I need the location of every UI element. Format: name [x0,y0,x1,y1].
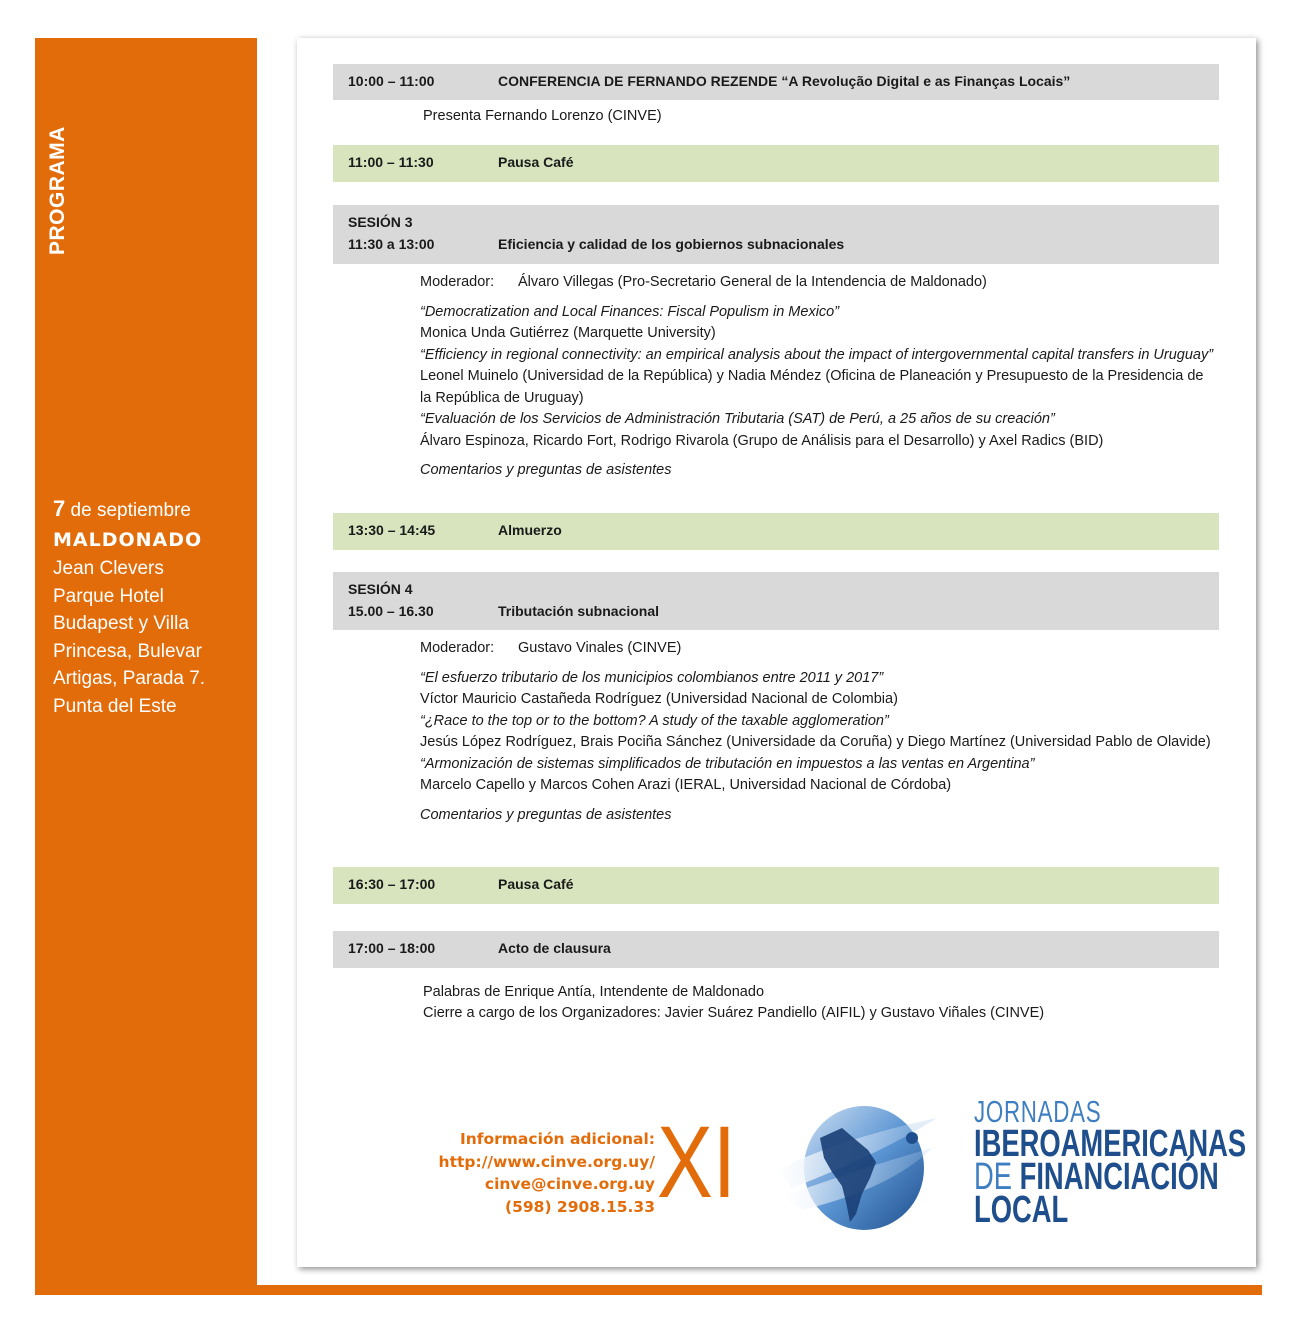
paper-title: “Armonización de sistemas simplificados de tributación en impuestos a las ventas en Argentina” [420,755,1035,772]
globe-logo-icon [772,1098,942,1238]
edition-numeral: XI [657,1105,737,1219]
break-title: Pausa Café [498,154,574,170]
contact-url[interactable]: http://www.cinve.org.uy/ [438,1152,655,1171]
paper-authors: Marcelo Capello y Marcos Cohen Arazi (IERAL, Universidad Nacional de Córdoba) [420,777,952,793]
break-title: Pausa Café [498,876,574,892]
paper-title: “Efficiency in regional connectivity: an empirical analysis about the impact of intergovernmental capital transfers in Uruguay” [420,346,1214,363]
paper-authors: Leonel Muinelo (Universidad de la República) y Nadia Méndez (Oficina de Planeación y Presupuesto de la Presidencia de la República de Uruguay) [420,368,1204,406]
conference-band [333,64,1219,100]
session4-comments: Comentarios y preguntas de asistentes [420,806,672,823]
logo-line: LOCAL [974,1189,1069,1231]
session3-comments: Comentarios y preguntas de asistentes [420,462,672,478]
session3-title: Eficiencia y calidad de los gobiernos subnacionales [498,236,845,252]
lunch-title: Almuerzo [498,522,562,538]
contact-heading: Información adicional: [459,1130,655,1148]
paper-title: “El esfuerzo tributario de los municipios colombianos entre 2011 y 2017” [420,669,884,686]
logo-financiacion: FINANCIACIÓN [1019,1156,1219,1198]
paper-title: “¿Race to the top or to the bottom? A study of the taxable agglomeration” [420,712,889,729]
paper-title: “Democratization and Local Finances: Fiscal Populism in Mexico” [420,303,840,320]
program-title: PROGRAMA [46,126,69,255]
program-card [297,38,1256,1267]
contact-email[interactable]: cinve@cinve.org.uy [484,1175,655,1193]
venue-line: Parque Hotel [53,585,164,607]
contact-phone: (598) 2908.15.33 [505,1197,655,1216]
closing-band [333,931,1219,968]
break-band [333,867,1219,904]
paper-authors: Víctor Mauricio Castañeda Rodríguez (Universidad Nacional de Colombia) [420,691,898,707]
paper-authors: Monica Unda Gutiérrez (Marquette University) [420,325,716,341]
moderator-name: Álvaro Villegas (Pro-Secretario General de la Intendencia de Maldonado) [518,274,987,290]
venue-line: Artigas, Parada 7. [53,668,206,689]
paper-authors: Álvaro Espinoza, Ricardo Fort, Rodrigo Rivarola (Grupo de Análisis para el Desarrollo) y Axel Radics (BID) [420,432,1104,449]
break-time: 11:00 – 11:30 [348,154,434,170]
venue-line: Jean Clevers [53,558,164,579]
session4-title: Tributación subnacional [498,603,660,619]
event-date [53,495,253,525]
bottom-bar [35,1285,1262,1295]
day-number: 7 [53,496,66,521]
paper-authors: Jesús López Rodríguez, Brais Pociña Sánchez (Universidade da Coruña) y Diego Martínez (Universidad Pablo de Olavide) [420,734,1211,750]
lunch-band [333,513,1219,550]
break-band [333,145,1219,182]
lunch-time: 13:30 – 14:45 [348,522,436,538]
session3-moderator [420,272,1215,294]
venue-line: Budapest y Villa [53,613,189,634]
logo-de: DE [974,1156,1013,1198]
session3-label: SESIÓN 3 [348,214,413,230]
paper-title: “Evaluación de los Servicios de Administración Tributaria (SAT) de Perú, a 25 años de su creación” [420,411,1055,427]
conference-title: CONFERENCIA DE FERNANDO REZENDE “A Revolução Digital e as Finanças Locais” [498,73,1071,89]
event-venue [53,555,253,720]
session4-band [333,572,1219,630]
session3-time: 11:30 a 13:00 [348,236,435,252]
session4-details [420,638,1215,826]
closing-time: 17:00 – 18:00 [348,940,436,956]
closing-line: Palabras de Enrique Antía, Intendente de Maldonado [423,984,765,1000]
event-info [53,495,253,720]
logo-line: JORNADAS [974,1094,1102,1129]
logo-line: IBEROAMERICANAS [974,1123,1247,1165]
moderator-label: Moderador: [420,274,495,290]
session4-moderator [420,638,1215,660]
conference-presenter: Presenta Fernando Lorenzo (CINVE) [423,108,662,124]
session4-label: SESIÓN 4 [348,581,413,597]
venue-line: Punta del Este [53,695,177,717]
conference-time: 10:00 – 11:00 [348,73,435,89]
day-text: de septiembre [65,500,191,521]
venue-line: Princesa, Bulevar [53,640,202,662]
session3-details [420,272,1215,482]
session4-time: 15.00 – 16.30 [348,603,434,619]
closing-line: Cierre a cargo de los Organizadores: Javier Suárez Pandiello (AIFIL) y Gustavo Viñales (CINVE) [423,1005,1045,1021]
moderator-label: Moderador: [420,640,495,656]
event-logo-text [974,1094,1247,1231]
event-city: MALDONADO [53,529,203,551]
break-time: 16:30 – 17:00 [348,876,436,892]
contact-info [439,1128,655,1218]
closing-title: Acto de clausura [498,940,611,956]
moderator-name: Gustavo Vinales (CINVE) [518,640,682,656]
session3-band [333,205,1219,264]
